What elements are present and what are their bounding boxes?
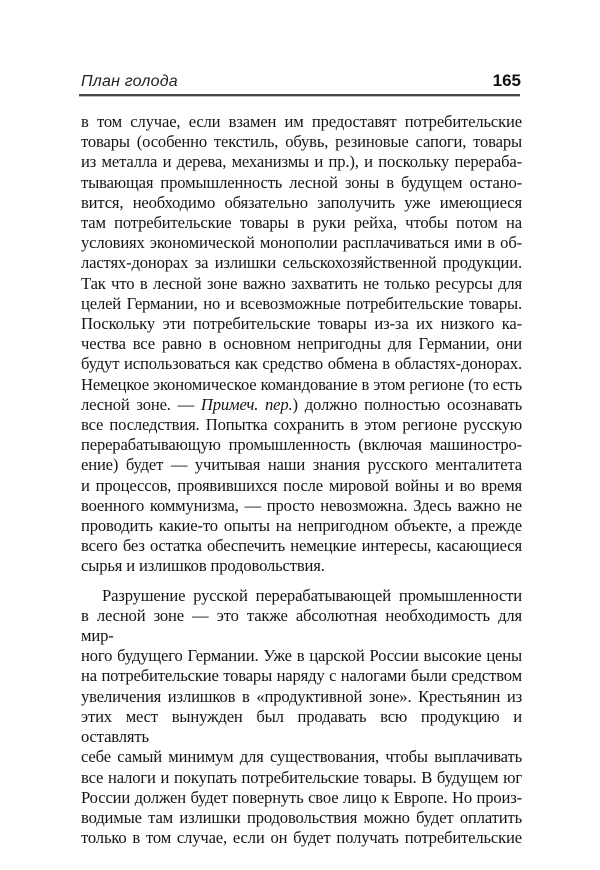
text-line: проводить какие-то опыты на непригодном объекте, а прежде (81, 516, 522, 536)
text-line: России должен будет повернуть свое лицо к Европе. Но произ- (81, 787, 522, 807)
text-line: себе самый минимум для существования, чтобы выплачивать (81, 747, 522, 767)
page-number: 165 (492, 71, 521, 90)
text-line: тывающая промышленность лесной зоны в будущем остано- (81, 172, 522, 192)
text-line: Немецкое экономическое командование в этом регионе (то есть (81, 374, 522, 394)
text-line: все налоги и покупать потребительские товары. В будущем юг (81, 767, 522, 787)
text-line: вится, необходимо обязательно заполучить уже имеющиеся (81, 192, 522, 212)
text-line: водимые там излишки продовольствия можно будет оплатить (81, 807, 522, 827)
text-segment: лесной зоне. — (81, 394, 201, 414)
text-line: целей Германии, но и всевозможные потребительские товары. (81, 293, 522, 313)
text-line: Поскольку эти потребительские товары из-за их низкого ка- (81, 314, 522, 334)
text-line: в лесной зоне — это также абсолютная необходимость для мир- (81, 605, 522, 646)
text-line: ного будущего Германии. Уже в царской России высокие цены (81, 646, 522, 666)
text-line: сырья и излишков продовольствия. (81, 556, 325, 576)
translator-note: Примеч. пер. (200, 394, 293, 414)
text-line: в том случае, если взамен им предоставят потребительские (81, 112, 522, 131)
text-line: там потребительские товары в руки рейха, чтобы потом на (81, 213, 522, 233)
text-line: военного коммунизма, — просто невозможна. Здесь важно не (81, 495, 522, 515)
text-line: увеличения излишков в «продуктивной зоне». Крестьянин из (81, 686, 522, 706)
text-line: перерабатывающую промышленность (включая машиностро- (81, 435, 522, 455)
text-line: будут использоваться как средство обмена в областях-донорах. (81, 354, 522, 374)
text-line: Разрушение русской перерабатывающей промышленности (102, 585, 522, 605)
text-line: условиях экономической монополии расплачиваться ими в об- (81, 233, 522, 253)
text-line: и процессов, проявившихся после мировой войны и во время (81, 475, 522, 495)
page-header (81, 71, 521, 91)
text-line: только в том случае, если он будет получать потребительские (81, 828, 522, 848)
paragraph-second (81, 586, 522, 849)
text-line: чества все равно в основном непригодны для Германии, они (81, 334, 522, 354)
text-line: ение) будет — учитывая наши знания русского менталитета (81, 455, 522, 475)
text-segment: ) должно полностью осознавать (292, 394, 522, 414)
text-line: этих мест вынужден был продавать всю продукцию и оставлять (81, 706, 522, 747)
text-line: ластях-донорах за излишки сельскохозяйственной продукции. (81, 253, 522, 273)
running-title: План голода (81, 73, 178, 90)
text-line: все последствия. Попытка сохранить в этом регионе русскую (81, 415, 522, 435)
text-line: всего без остатка обеспечить немецкие интересы, касающиеся (81, 536, 522, 556)
text-line (81, 395, 522, 415)
text-line: из металла и дерева, механизмы и пр.), и поскольку перераба- (81, 152, 522, 172)
header-rule (79, 94, 520, 96)
body-text (81, 112, 522, 848)
text-line: Так что в лесной зоне важно захватить не только ресурсы для (81, 273, 522, 293)
text-line: товары (особенно текстиль, обувь, резиновые сапоги, товары (81, 132, 522, 152)
text-line: на потребительские товары наряду с налогами были средством (81, 666, 522, 686)
paragraph-continuation (81, 112, 522, 577)
